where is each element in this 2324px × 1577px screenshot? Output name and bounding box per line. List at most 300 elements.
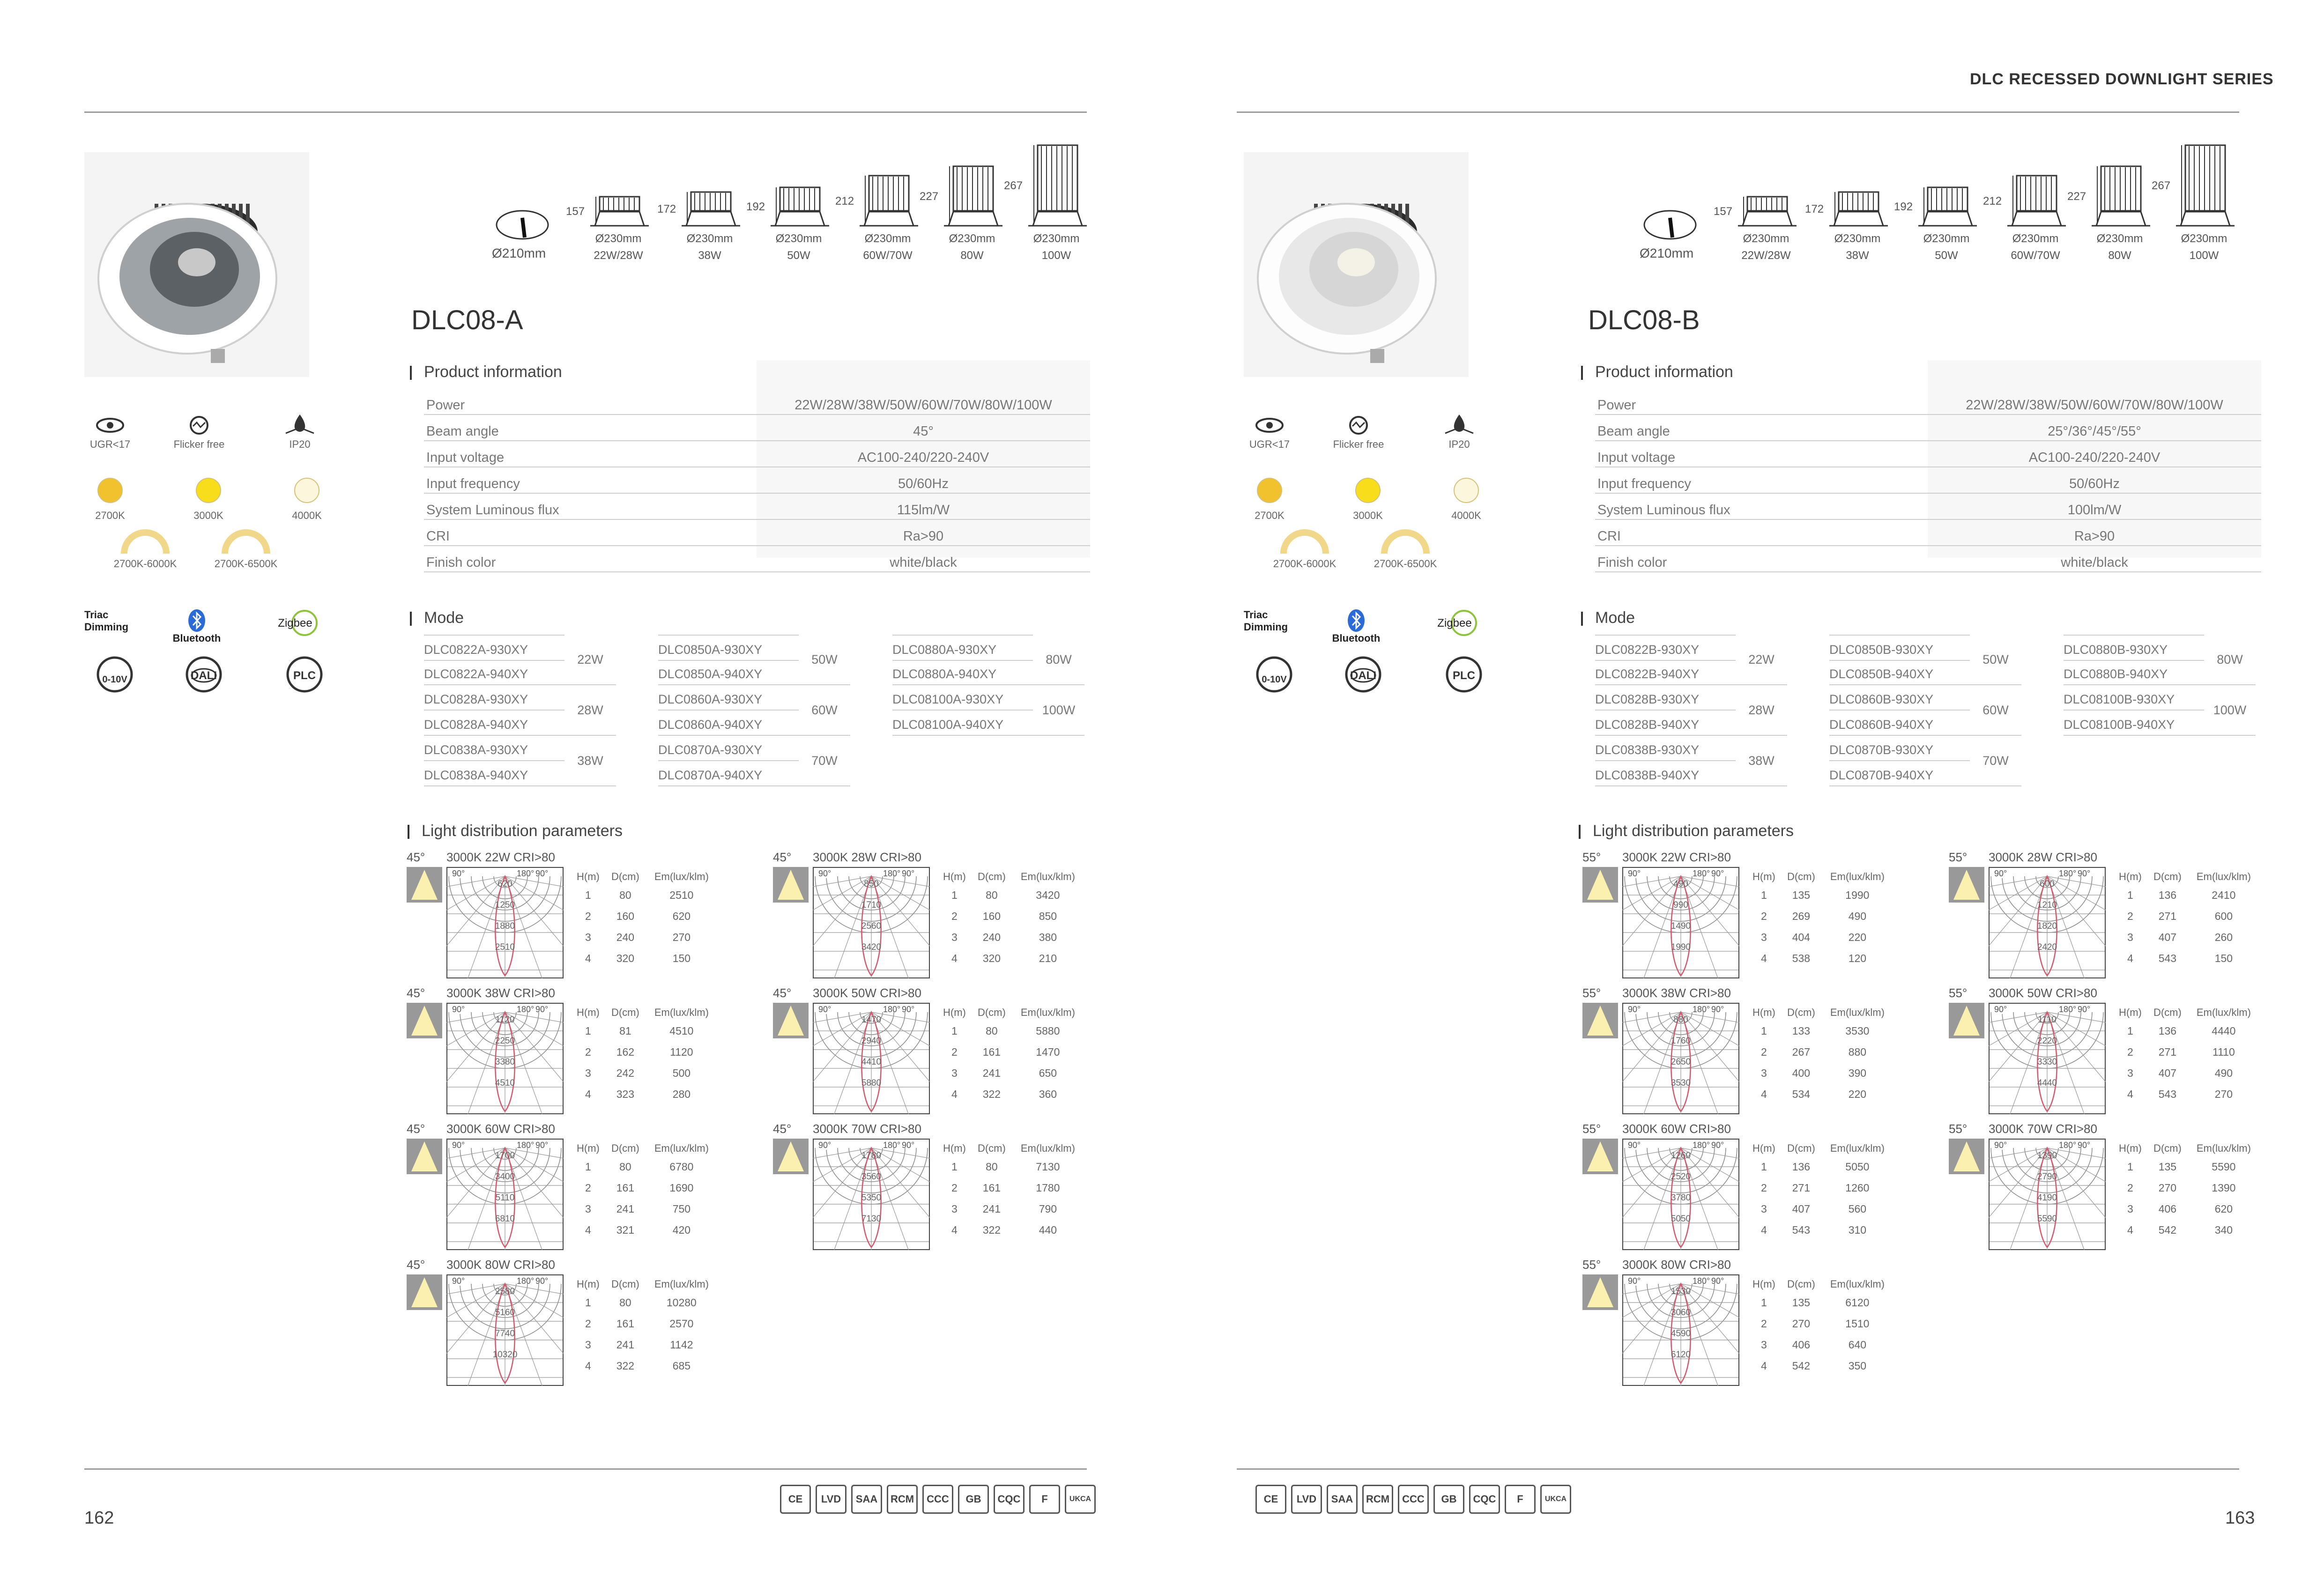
diameter-label: Ø230mm	[1743, 232, 1789, 245]
table-cell: 3	[585, 1339, 591, 1351]
beam-cone-icon	[407, 1139, 442, 1174]
dali-icon	[1342, 656, 1384, 693]
certification-mark: F	[1029, 1485, 1060, 1514]
table-cell: 80	[619, 889, 631, 901]
table-cell: 150	[672, 952, 691, 964]
table-cell: 80	[619, 1161, 631, 1173]
height-label: 267	[1004, 179, 1023, 192]
model-code: DLC0828A-940XY	[424, 711, 564, 736]
table-header-row	[939, 869, 1082, 885]
distribution-table	[1749, 1276, 1892, 1377]
table-cell: 80	[986, 889, 998, 901]
beam-cone-icon	[1949, 1139, 1984, 1174]
table-header-row	[1749, 1005, 1892, 1021]
polar-value: 490	[1673, 879, 1688, 889]
distribution-block	[407, 1122, 763, 1253]
beam-angle-label: 55°	[1949, 850, 1968, 864]
product-info-heading: Product information	[424, 363, 562, 381]
table-row	[2115, 927, 2258, 948]
table-header: D(cm)	[2153, 871, 2182, 882]
table-row	[573, 1199, 716, 1220]
polar-value: 1110	[2038, 1015, 2057, 1025]
table-header: H(m)	[1752, 1142, 1775, 1154]
table-cell: 750	[672, 1203, 691, 1215]
distribution-block	[407, 1258, 763, 1389]
table-header: Em(lux/klm)	[1020, 1142, 1075, 1154]
distribution-table	[1749, 1005, 1892, 1105]
table-header-row	[573, 869, 716, 885]
model-code: DLC0870B-930XY	[1829, 736, 1970, 761]
polar-value: 1260	[1671, 1151, 1691, 1161]
distribution-block	[407, 850, 763, 981]
cct-label: 3000K	[193, 510, 223, 521]
table-row	[573, 1084, 716, 1105]
dimension-column	[835, 126, 925, 264]
model-code: DLC0880A-940XY	[892, 660, 1033, 685]
table-row	[1749, 906, 1892, 927]
table-cell: 240	[982, 931, 1001, 943]
spec-key: Finish color	[1597, 555, 1667, 570]
table-cell: 321	[616, 1224, 635, 1236]
table-header-row	[939, 1140, 1082, 1156]
table-cell: 1110	[2212, 1046, 2235, 1058]
certification-mark: UKCA	[1540, 1485, 1571, 1514]
beam-angle-label: 55°	[1582, 1122, 1601, 1136]
distribution-title: 3000K 70W CRI>80	[813, 1122, 921, 1136]
distribution-block	[1582, 1258, 1938, 1389]
luminaire-profile-icon	[1998, 126, 2073, 227]
table-row	[2115, 1220, 2258, 1241]
distribution-block	[1949, 850, 2305, 981]
table-header: D(cm)	[611, 1278, 639, 1290]
table-cell: 3	[1761, 931, 1767, 943]
table-cell: 1	[2127, 889, 2133, 901]
diameter-label: Ø230mm	[686, 232, 733, 245]
plc-icon	[1443, 656, 1485, 693]
model-code: DLC0880B-940XY	[2064, 660, 2204, 685]
table-row	[573, 1355, 716, 1377]
table-cell: 1	[585, 889, 591, 901]
table-cell: 542	[1792, 1360, 1811, 1372]
table-cell: 1	[2127, 1025, 2133, 1037]
polar-value: 2250	[495, 1036, 515, 1046]
table-row	[2115, 1042, 2258, 1063]
table-cell: 310	[1848, 1224, 1867, 1236]
power-label: 22W/28W	[1741, 249, 1791, 262]
spec-row	[1595, 467, 2261, 494]
table-row	[939, 885, 1082, 906]
table-cell: 1	[1761, 1025, 1767, 1037]
bottom-rule	[1237, 1468, 2239, 1470]
svg-text:180°: 180°	[2059, 869, 2077, 878]
svg-text:90°: 90°	[1994, 1140, 2007, 1150]
distribution-block	[773, 1122, 1129, 1253]
table-row	[2115, 885, 2258, 906]
luminaire-profile-icon	[1820, 126, 1895, 227]
svg-text:90°: 90°	[535, 1140, 549, 1150]
eye-icon	[1253, 412, 1286, 436]
table-cell: 4440	[2212, 1025, 2236, 1037]
svg-text:90°: 90°	[1994, 1005, 2007, 1014]
table-row	[573, 927, 716, 948]
table-cell: 135	[2158, 1161, 2177, 1173]
model-code: DLC0860B-930XY	[1829, 685, 1970, 711]
table-cell: 2	[585, 1046, 591, 1058]
spec-key: Power	[1597, 398, 1636, 413]
table-cell: 241	[616, 1339, 635, 1351]
table-cell: 1120	[670, 1046, 693, 1058]
table-header: Em(lux/klm)	[654, 871, 709, 882]
spec-value: 22W/28W/38W/50W/60W/70W/80W/100W	[794, 398, 1052, 413]
table-row	[573, 1021, 716, 1042]
table-header: Em(lux/klm)	[654, 1007, 709, 1018]
height-label: 267	[2152, 179, 2171, 192]
table-cell: 1	[951, 889, 958, 901]
cct-label: 4000K	[1451, 510, 1481, 521]
table-cell: 543	[2158, 1088, 2177, 1100]
diameter-label: Ø230mm	[864, 232, 911, 245]
certification-mark: CCC	[1398, 1485, 1429, 1514]
height-label: 212	[1983, 194, 2002, 207]
certification-mark: SAA	[1327, 1485, 1358, 1514]
table-cell: 340	[2214, 1224, 2233, 1236]
diameter-label: Ø230mm	[1033, 232, 1080, 245]
beam-cone-icon	[773, 867, 809, 903]
polar-value: 5350	[861, 1193, 882, 1203]
luminaire-profile-icon	[2167, 126, 2242, 227]
beam-cone-icon	[773, 1139, 809, 1174]
diameter-label: Ø230mm	[1834, 232, 1881, 245]
beam-angle-label: 55°	[1949, 986, 1968, 1000]
table-header-row	[573, 1140, 716, 1156]
table-header: Em(lux/klm)	[654, 1278, 709, 1290]
cutout-label: Ø210mm	[492, 246, 546, 260]
table-cell: 543	[1792, 1224, 1811, 1236]
distribution-table	[939, 1140, 1082, 1241]
beam-cone-icon	[1582, 1003, 1618, 1038]
polar-value: 3420	[861, 942, 882, 952]
beam-cone-icon	[1582, 1274, 1618, 1310]
table-header: H(m)	[577, 1007, 600, 1018]
svg-text:90°: 90°	[1994, 869, 2007, 878]
table-cell: 10280	[666, 1296, 697, 1309]
table-header: D(cm)	[977, 1007, 1006, 1018]
spec-value: 22W/28W/38W/50W/60W/70W/80W/100W	[1966, 398, 2223, 413]
tunable-cct	[1370, 529, 1440, 570]
table-header-row	[939, 1005, 1082, 1021]
svg-text:180°: 180°	[517, 1140, 535, 1150]
polar-diagram	[1989, 1139, 2106, 1250]
tunable-arc-icon	[1279, 529, 1330, 555]
power-label: 38W	[698, 249, 721, 262]
table-row	[1749, 1220, 1892, 1241]
polar-value: 3060	[1671, 1308, 1691, 1318]
series-title: DLC RECESSED DOWNLIGHT SERIES	[1970, 70, 2274, 88]
cct-swatch	[183, 478, 234, 522]
spec-key: Input voltage	[426, 450, 505, 465]
feature-label: Flicker free	[173, 438, 225, 450]
distribution-table	[2115, 1005, 2258, 1105]
distribution-table	[939, 1005, 1082, 1105]
svg-text:180°: 180°	[517, 1276, 535, 1286]
power-label: 80W	[2108, 249, 2131, 262]
power-label: 60W/70W	[863, 249, 913, 262]
table-cell: 4	[585, 1360, 591, 1372]
top-rule	[1237, 111, 2239, 113]
table-cell: 80	[619, 1296, 631, 1309]
table-cell: 241	[982, 1203, 1001, 1215]
spec-row	[1595, 494, 2261, 520]
model-code: DLC0870A-940XY	[658, 761, 799, 786]
table-cell: 3	[1761, 1067, 1767, 1079]
height-label: 172	[1805, 203, 1824, 215]
table-cell: 685	[672, 1360, 691, 1372]
distribution-title: 3000K 60W CRI>80	[446, 1122, 555, 1136]
svg-text:90°: 90°	[1628, 1140, 1641, 1150]
beam-cone-icon	[407, 867, 442, 903]
mode-wattage: 28W	[1736, 685, 1787, 736]
table-cell: 2	[1761, 1182, 1767, 1194]
svg-text:90°: 90°	[1711, 869, 1724, 878]
diameter-label: Ø230mm	[1923, 232, 1970, 245]
table-cell: 2	[1761, 1046, 1767, 1058]
dimension-column	[1983, 126, 2073, 264]
polar-value: 880	[1673, 1015, 1688, 1025]
table-cell: 350	[1848, 1360, 1867, 1372]
tunable-cct	[110, 529, 180, 570]
mode-wattage: 50W	[1970, 635, 2021, 685]
control-label: Triac Dimming	[1244, 609, 1288, 633]
distribution-title: 3000K 38W CRI>80	[1622, 986, 1731, 1000]
table-cell: 500	[672, 1067, 691, 1079]
svg-text:90°: 90°	[452, 1140, 465, 1150]
model-code: DLC08100B-940XY	[2064, 711, 2204, 736]
top-rule	[84, 111, 1087, 113]
table-cell: 1	[585, 1161, 591, 1173]
table-cell: 220	[1848, 1088, 1867, 1100]
table-cell: 4	[585, 952, 591, 964]
table-cell: 2	[951, 910, 958, 922]
table-header: Em(lux/klm)	[1830, 1278, 1885, 1290]
certification-mark: LVD	[816, 1485, 846, 1514]
table-row	[573, 1156, 716, 1177]
polar-value: 2220	[2037, 1036, 2057, 1046]
table-row	[1749, 927, 1892, 948]
beam-angle-label: 55°	[1582, 850, 1601, 864]
table-cell: 322	[982, 1224, 1001, 1236]
mode-wattage: 22W	[1736, 635, 1787, 685]
svg-text:90°: 90°	[452, 1005, 465, 1014]
table-cell: 1	[2127, 1161, 2133, 1173]
distribution-table	[573, 1276, 716, 1377]
flicker-feature	[1333, 412, 1384, 451]
table-row	[573, 1220, 716, 1241]
plc-control	[274, 656, 335, 693]
table-cell: 270	[2214, 1088, 2233, 1100]
table-cell: 600	[2214, 910, 2233, 922]
certification-mark: CQC	[994, 1485, 1025, 1514]
mode-wattage: 80W	[2204, 635, 2256, 685]
table-cell: 3	[951, 931, 958, 943]
polar-value: 850	[864, 879, 879, 889]
tunable-arc-icon	[1380, 529, 1431, 555]
model-code: DLC0822A-930XY	[424, 635, 564, 661]
spec-value: 45°	[913, 424, 934, 439]
bluetooth-icon	[187, 609, 206, 632]
dimension-column	[920, 126, 1010, 264]
dali-icon	[183, 656, 225, 693]
table-cell: 160	[982, 910, 1001, 922]
svg-text:90°: 90°	[818, 1005, 832, 1014]
table-row	[573, 885, 716, 906]
table-cell: 6120	[1845, 1296, 1870, 1309]
spec-value: 115lm/W	[897, 503, 950, 518]
power-label: 80W	[960, 249, 984, 262]
beam-angle-label: 45°	[773, 1122, 792, 1136]
table-cell: 1390	[2212, 1182, 2236, 1194]
table-cell: 4	[585, 1224, 591, 1236]
table-cell: 322	[616, 1360, 635, 1372]
table-row	[2115, 1156, 2258, 1177]
table-row	[1749, 1292, 1892, 1313]
model-code: DLC0828B-940XY	[1595, 711, 1736, 736]
polar-value: 1700	[495, 1151, 515, 1161]
polar-value: 2580	[495, 1287, 515, 1296]
table-header-row	[573, 1005, 716, 1021]
table-cell: 2	[585, 1182, 591, 1194]
table-cell: 220	[1848, 931, 1867, 943]
polar-value: 10320	[492, 1350, 518, 1360]
svg-text:180°: 180°	[883, 1005, 901, 1014]
svg-text:180°: 180°	[883, 1140, 901, 1150]
cct-label: 3000K	[1353, 510, 1383, 521]
table-cell: 2510	[669, 889, 694, 901]
svg-text:90°: 90°	[452, 1276, 465, 1286]
diameter-label: Ø230mm	[775, 232, 822, 245]
polar-value: 7130	[861, 1214, 882, 1224]
table-row	[2115, 1021, 2258, 1042]
table-header: D(cm)	[1787, 871, 1815, 882]
table-cell: 1	[951, 1161, 958, 1173]
table-header: D(cm)	[977, 1142, 1006, 1154]
polar-value: 3530	[1671, 1078, 1691, 1088]
svg-text:180°: 180°	[883, 869, 901, 878]
page-number: 162	[84, 1508, 114, 1528]
table-cell: 5880	[1036, 1025, 1060, 1037]
feature-label: UGR<17	[89, 438, 131, 450]
tunable-cct	[1270, 529, 1340, 570]
mode-wattage: 70W	[1970, 736, 2021, 786]
cutout-icon	[1640, 204, 1700, 246]
model-code: DLC0850A-930XY	[658, 635, 799, 661]
control-label: Bluetooth	[172, 632, 221, 644]
distribution-block	[407, 986, 763, 1117]
plc-control	[1433, 656, 1494, 693]
table-header: Em(lux/klm)	[1830, 1142, 1885, 1154]
distribution-title: 3000K 80W CRI>80	[446, 1258, 555, 1272]
diameter-label: Ø230mm	[2096, 232, 2143, 245]
luminaire-profile-icon	[1729, 126, 1804, 227]
mode-wattage: 100W	[2204, 685, 2256, 736]
model-code: DLC0870B-940XY	[1829, 761, 1970, 786]
spec-key: Beam angle	[1597, 424, 1670, 439]
table-cell: 150	[2214, 952, 2233, 964]
polar-value: 620	[497, 879, 512, 889]
svg-text:180°: 180°	[517, 1005, 535, 1014]
table-cell: 241	[982, 1067, 1001, 1079]
table-header: Em(lux/klm)	[1020, 871, 1075, 882]
bluetooth-control	[166, 609, 227, 644]
table-row	[573, 1177, 716, 1199]
mode-wattage: 28W	[564, 685, 616, 736]
svg-text:90°: 90°	[2078, 1140, 2091, 1150]
height-label: 157	[566, 205, 585, 218]
table-row	[1749, 1021, 1892, 1042]
0-10v-icon	[1253, 656, 1295, 693]
certification-mark: UKCA	[1065, 1485, 1096, 1514]
table-row	[939, 1042, 1082, 1063]
table-cell: 407	[2158, 1067, 2177, 1079]
model-code: DLC0822A-940XY	[424, 660, 564, 685]
spec-row	[1595, 441, 2261, 467]
distribution-block	[1949, 986, 2305, 1117]
certification-mark: SAA	[851, 1485, 882, 1514]
table-cell: 400	[1792, 1067, 1811, 1079]
table-cell: 120	[1848, 952, 1867, 964]
polar-value: 1760	[1671, 1036, 1691, 1046]
control-label: Bluetooth	[1332, 632, 1381, 644]
model-code: DLC0850B-930XY	[1829, 635, 1970, 661]
table-cell: 4	[951, 1224, 958, 1236]
0-10v-control	[84, 656, 145, 693]
table-cell: 240	[616, 931, 635, 943]
distribution-title: 3000K 80W CRI>80	[1622, 1258, 1731, 1272]
spec-value: AC100-240/220-240V	[857, 450, 989, 465]
model-code: DLC08100A-930XY	[892, 685, 1033, 711]
table-cell: 404	[1792, 931, 1811, 943]
mode-wattage: 22W	[564, 635, 616, 685]
catalog-page	[1162, 0, 2324, 1577]
light-distribution-heading: Light distribution parameters	[1593, 822, 1794, 840]
polar-value: 1530	[1671, 1287, 1691, 1296]
svg-text:180°: 180°	[2059, 1140, 2077, 1150]
table-cell: 135	[1792, 1296, 1811, 1309]
table-row	[2115, 1063, 2258, 1084]
polar-diagram	[1622, 1274, 1739, 1386]
model-code: DLC0838B-930XY	[1595, 736, 1736, 761]
table-row	[1749, 1334, 1892, 1355]
table-cell: 5050	[1845, 1161, 1870, 1173]
polar-value: 3330	[2037, 1057, 2057, 1067]
table-cell: 1690	[669, 1182, 694, 1194]
spec-row	[1595, 415, 2261, 441]
light-distribution-heading: Light distribution parameters	[422, 822, 623, 840]
0-10v-icon	[94, 656, 136, 693]
svg-text:Zigbee: Zigbee	[1437, 617, 1472, 629]
table-cell: 1	[585, 1025, 591, 1037]
table-cell: 136	[1792, 1161, 1811, 1173]
table-row	[1749, 1063, 1892, 1084]
dimension-column	[657, 126, 747, 264]
spec-value: white/black	[2061, 555, 2128, 570]
svg-text:180°: 180°	[1693, 1276, 1710, 1286]
table-row	[1749, 1177, 1892, 1199]
color-dot	[1355, 478, 1381, 503]
product-photo	[84, 152, 309, 377]
table-cell: 650	[1039, 1067, 1057, 1079]
model-code: DLC0838A-940XY	[424, 761, 564, 786]
spec-key: Finish color	[426, 555, 496, 570]
